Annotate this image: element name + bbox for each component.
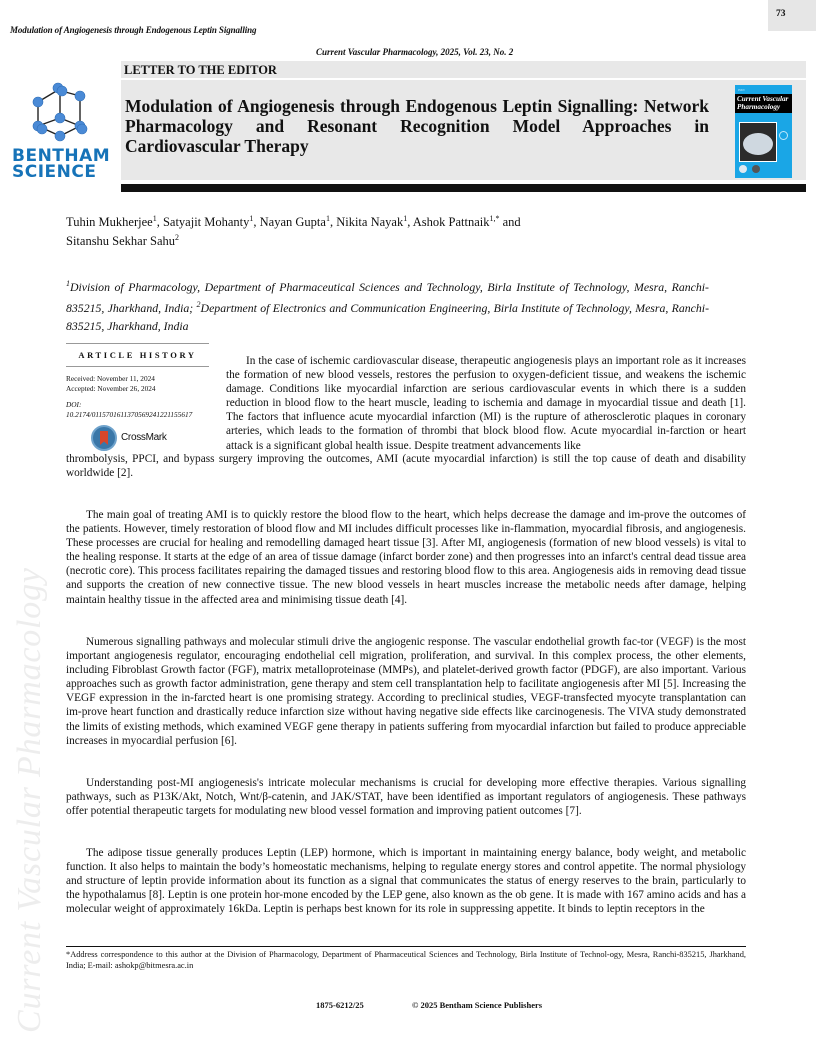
received-date: Received: November 11, 2024: [66, 374, 155, 383]
author: Sitanshu Sekhar Sahu$^2$: [66, 233, 180, 249]
author: Nikita Nayak$^1$: [336, 214, 408, 230]
affiliations: $^1$Division of Pharmacology, Department of Pharmaceutical Sciences and Technology, Birla Institute of Technology, Mesra, Ranchi-835215, Jharkhand, India; $^2$Department of Electronics and Communication Engineering, Birla Institute of Technology, Mesra, Ranchi-835215, Jharkhand, India: [66, 279, 709, 333]
doi-label: DOI:: [66, 400, 82, 409]
cover-image: [739, 122, 777, 162]
molecule-cube-icon: [28, 82, 108, 148]
affiliation: Department of Electronics and Communication Engineering, Birla Institute of Technology, Mesra, Ranchi-835215, Jharkhand, India: [66, 300, 709, 333]
author-conjunction: and: [502, 215, 521, 230]
journal-cover-thumbnail[interactable]: [735, 85, 792, 178]
author: Tuhin Mukherjee$^1$: [66, 214, 157, 230]
affiliation: Division of Pharmacology, Department of Pharmaceutical Sciences and Technology, Birla Institute of Technology, Mesra, Ranchi-835215, Jharkhand, India;: [66, 279, 709, 315]
author-list: Tuhin Mukherjee$^1$, Satyajit Mohanty$^1$, Nayan Gupta$^1$, Nikita Nayak$^1$, Ashok Pattnaik$^{1,*}$ and Sitanshu Sekhar Sahu$^2$: [66, 214, 521, 249]
article-title: Modulation of Angiogenesis through Endogenous Leptin Signalling: Network Pharmacology and Resonant Recognition Model Approaches in Cardiovascular Therapy: [125, 96, 709, 156]
cover-top-text: ISSN: [738, 88, 745, 92]
publisher-logo: [8, 82, 116, 182]
body-paragraph: Understanding post-MI angiogenesis's intricate molecular mechanisms is crucial for developing more effective therapies. Various signalling pathways, such as P13K/Akt, Notch, Wnt/β-catenin, and JAK/STAT, have been identified as important regulators of angiogenesis. These pathways offer potential therapeutic targets for modulating new blood vessel formation and improving patient outcomes [7].: [66, 777, 746, 818]
title-panel: [121, 80, 806, 180]
crossmark-button[interactable]: [91, 425, 209, 451]
author: Ashok Pattnaik$^{1,*}$: [412, 214, 500, 230]
copyright: © 2025 Bentham Science Publishers: [412, 1000, 543, 1010]
crossmark-icon: [91, 425, 117, 451]
cover-circle-icon: [779, 131, 788, 140]
author: Satyajit Mohanty$^1$: [162, 214, 254, 230]
article-type-bar: [121, 61, 806, 79]
cover-seal-icon: [739, 165, 747, 173]
article-history-heading: ARTICLE HISTORY: [78, 350, 197, 360]
accepted-date: Accepted: November 26, 2024: [66, 383, 156, 393]
article-type: LETTER TO THE EDITOR: [124, 63, 277, 77]
journal-watermark: Current Vascular Pharmacology: [11, 567, 48, 1033]
journal-citation: Current Vascular Pharmacology, 2025, Vol. 23, No. 2: [316, 47, 514, 57]
doi-link[interactable]: 10.2174/0115701611370569241221155617: [66, 409, 193, 419]
body-paragraph: The main goal of treating AMI is to quickly restore the blood flow to the heart, which helps decrease the damage and im-prove the outcomes of the patients. However, timely restoration of blood flow and MI includes difficult processes like in-flammation, myocardial fibrosis, and angiogenesis. These processes are crucial for healing and remodelling damaged heart tissue [3]. After MI, angiogenesis (formation of new blood vessels) is vital to the healing response. It starts at the edge of an area of tissue damage (infarct border zone) and then progresses into an infarct's central dead tissue area (necrotic core). This process facilitates repairing the damaged tissues and restoring blood flow to this area. Angiogenesis aids in removing dead tissue and supports the creation of new connective tissue. The new blood vessels in heart muscles increase the metabolic needs after damage, helping maintain healthy tissue in the affected area and minimising tissue death [4].: [66, 509, 746, 606]
body-paragraph: The adipose tissue generally produces Leptin (LEP) hormone, which is important in maintaining energy balance, body weight, and metabolic function. It also helps to maintain the body’s homeostatic mechanisms, helping to regulate energy stores and control appetite. The normal physiology and structure of leptin provide information about its function as a signal that communicates the status of energy reserves to the brain, particularly to the hypothalamus [8]. Leptin is one protein hor-mone encoded by the LEP gene, also known as the ob gene. It is made with 167 amino acids and has a molecular weight of approximately 16kDa. Leptin is perhaps best known for its role in suppressing appetite. It binds to leptin receptors in the: [66, 847, 746, 916]
header-divider: [121, 184, 806, 192]
body-paragraph: In the case of ischemic cardiovascular disease, therapeutic angiogenesis plays an important role as it increases the formation of new blood vessels, restores the perfusion to oxygen-deficient tissue, and weakens the ischemic damage. Conditions like myocardial infarction are serious cardiovascular events in which there is a sudden reduction in blood flow to the heart muscle, leading to ischemia and damage in myocardial tissue and death [1]. The factors that influence acute myocardial infarction (MI) is the rupture of atherosclerotic plaques in coronary arteries, which leads to the formation of thrombi that block blood flow. Acute myocardial in-farction or heart attack is a significant global health issue. Despite treatment advancements like: [226, 355, 746, 452]
page-number: 73: [776, 9, 786, 19]
running-head: Modulation of Angiogenesis through Endogenous Leptin Signalling: [10, 25, 257, 35]
crossmark-label: CrossMark: [121, 432, 167, 444]
article-history: [66, 343, 209, 451]
cover-title: Current Vascular Pharmacology: [735, 94, 792, 113]
correspondence-footnote: *Address correspondence to this author at the Division of Pharmacology, Department of Pharmaceutical Sciences and Technology, Birla Institute of Technol-ogy, Mesra, Ranchi-835215, Jharkhand, India; E-mail: ashokp@bitmesra.ac.in: [66, 950, 746, 970]
footnote-divider: [66, 946, 746, 947]
author: Nayan Gupta$^1$: [259, 214, 330, 230]
cover-seal-icon: [752, 165, 760, 173]
page-number-box: [768, 0, 816, 31]
body-paragraph: Numerous signalling pathways and molecular stimuli drive the angiogenic response. The vascular endothelial growth fac-tor (VEGF) is the most important angiogenesis regulator, encouraging endothelial cell migration, proliferation, and survival. In this complex process, the other elements, including Fibroblast Growth factor (FGF), matrix metalloproteinase (MMPs), and platelet-derived growth factor (PDGF), are also important. Various approaches such as growth factor administration, gene therapy and stem cell transplantation help to facilitate angiogenesis after MI [5]. Increasing the VEGF expression in the in-farcted heart is one promising strategy. According to preclinical studies, VEGF-transfected myocyte transplantation can im-prove heart function and drastically reduce infarction size without having negative side effects like carcinogenesis. The VIVA study demonstrated the limits of existing methods, which examined VEGF gene therapy in patients suffering from myocardial infarction but failed to produce appreciable increases in myocardial perfusion [6].: [66, 636, 746, 747]
issn: 1875-6212/25: [316, 1000, 364, 1010]
body-paragraph-continued: thrombolysis, PPCI, and bypass surgery improving the outcomes, AMI (acute myocardial infarction) is still the top cause of death and disability worldwide [2].: [66, 453, 746, 480]
publisher-name: BENTHAM SCIENCE: [12, 146, 111, 182]
